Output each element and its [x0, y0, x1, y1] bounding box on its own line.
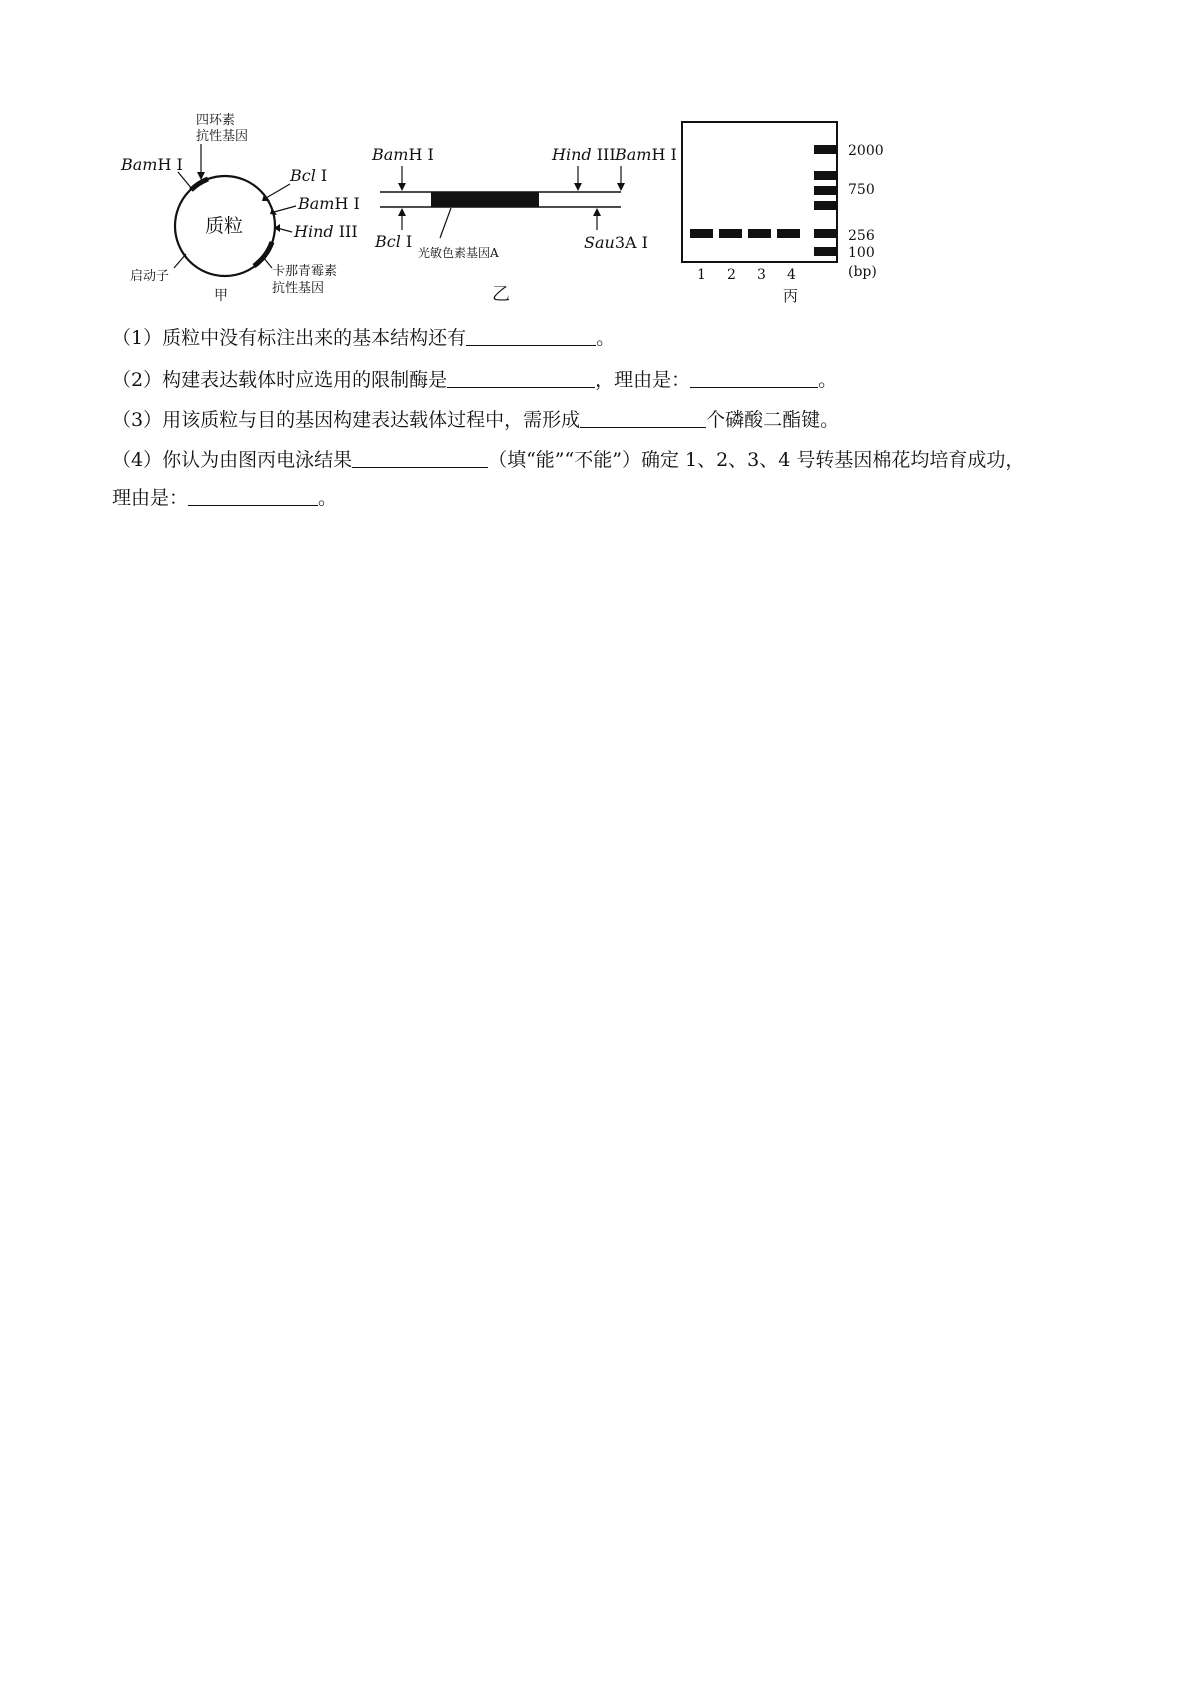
- question-2: [112, 366, 837, 394]
- gel-frame: [682, 122, 837, 262]
- question-4: [112, 446, 1024, 474]
- lane-label-3: 3: [757, 267, 766, 283]
- q4-answer-blank-2[interactable]: [188, 485, 318, 506]
- ladder-band-256: [814, 229, 837, 238]
- marker-unit: (bp): [848, 264, 877, 280]
- q3-end: 个磷酸二酯键。: [706, 409, 840, 431]
- gel-band-lane2: [719, 229, 742, 238]
- kan-gene-arc: [254, 242, 272, 266]
- gel-band-lane3: [748, 229, 771, 238]
- marker-750: 750: [848, 182, 875, 198]
- question-4-line-2: [112, 484, 337, 512]
- lane-label-2: 2: [727, 267, 736, 283]
- lane-label-1: 1: [697, 267, 706, 283]
- fragment-sau3a1-head: [593, 208, 601, 216]
- marker-100: 100: [848, 245, 875, 261]
- gel-band-lane4: [777, 229, 800, 238]
- lane-label-4: 4: [787, 267, 796, 283]
- fragment-bcl1-head: [398, 208, 406, 216]
- fragment-bcl1: Bcl I: [375, 232, 413, 251]
- plasmid-bamh1-left: BamH I: [121, 155, 183, 174]
- fragment-bamh1-right: BamH I: [615, 145, 677, 164]
- kan-gene-label-2: 抗性基因: [272, 281, 325, 296]
- plasmid-promoter: 启动子: [130, 269, 170, 284]
- fragment-bamh1-right-head: [617, 183, 625, 191]
- q1-end: 。: [596, 327, 616, 349]
- q1-text: （1）质粒中没有标注出来的基本结构还有: [112, 327, 467, 349]
- target-gene-block: [431, 192, 539, 207]
- figure-area: [0, 0, 1200, 320]
- kan-gene-label-1: 卡那青霉素: [272, 264, 338, 279]
- ladder-band-2000: [814, 145, 837, 154]
- fragment-bamh1-left: BamH I: [372, 145, 434, 164]
- fragment-hind3: Hind III: [552, 145, 616, 164]
- tet-gene-label-1: 四环素: [196, 113, 236, 128]
- q2-end: 。: [818, 369, 838, 391]
- q3-answer-blank[interactable]: [580, 407, 706, 428]
- plasmid-bcl1: Bcl I: [290, 166, 328, 185]
- tet-gene-arc: [191, 179, 208, 190]
- marker-2000: 2000: [848, 143, 884, 159]
- q4-end: 。: [318, 487, 338, 509]
- promoter-pointer: [174, 254, 186, 268]
- q2-mid: ，理由是：: [595, 369, 691, 391]
- gene-label-pointer: [440, 208, 451, 238]
- gel-figure: [682, 122, 884, 305]
- marker-256: 256: [848, 228, 875, 244]
- question-3: [112, 406, 839, 434]
- plasmid-figure: [120, 113, 360, 304]
- q2-text: （2）构建表达载体时应选用的限制酶是: [112, 369, 448, 391]
- plasmid-label: 质粒: [205, 215, 244, 237]
- q4-reason-label: 理由是：: [112, 487, 189, 509]
- bamh1-right-pointer: [274, 206, 296, 212]
- kan-pointer: [263, 257, 272, 268]
- q4-mid: （填“能”“不能”）确定 1、2、3、4 号转基因棉花均培育成功，: [488, 449, 1025, 471]
- q4-text: （4）你认为由图丙电泳结果: [112, 449, 353, 471]
- fragment-gene-label: 光敏色素基因A: [418, 246, 499, 260]
- bcl1-pointer: [266, 184, 290, 198]
- ladder-band-750: [814, 186, 837, 195]
- ladder-band-100: [814, 247, 837, 256]
- figure-jia-caption: 甲: [214, 288, 228, 304]
- fragment-bamh1-left-head: [398, 183, 406, 191]
- ladder-band-b: [814, 201, 837, 210]
- fragment-hind3-head: [574, 183, 582, 191]
- plasmid-hind3: Hind III: [294, 222, 358, 241]
- ladder-band-a: [814, 171, 837, 180]
- figure-yi-caption: 乙: [492, 284, 510, 305]
- q3-text: （3）用该质粒与目的基因构建表达载体过程中，需形成: [112, 409, 581, 431]
- fragment-sau3a1: Sau3A I: [584, 233, 648, 252]
- q2-answer-blank-2[interactable]: [690, 367, 818, 388]
- figure-bing-caption: 丙: [783, 287, 799, 305]
- dna-fragment-figure: [371, 145, 677, 305]
- tet-gene-label-2: 抗性基因: [196, 129, 249, 144]
- gel-band-lane1: [690, 229, 713, 238]
- bamh1-left-pointer: [178, 172, 192, 189]
- plasmid-bamh1-right: BamH I: [298, 194, 360, 213]
- question-1: [112, 324, 615, 352]
- q4-answer-blank-1[interactable]: [352, 447, 488, 468]
- q1-answer-blank[interactable]: [466, 325, 596, 346]
- q2-answer-blank-1[interactable]: [447, 367, 595, 388]
